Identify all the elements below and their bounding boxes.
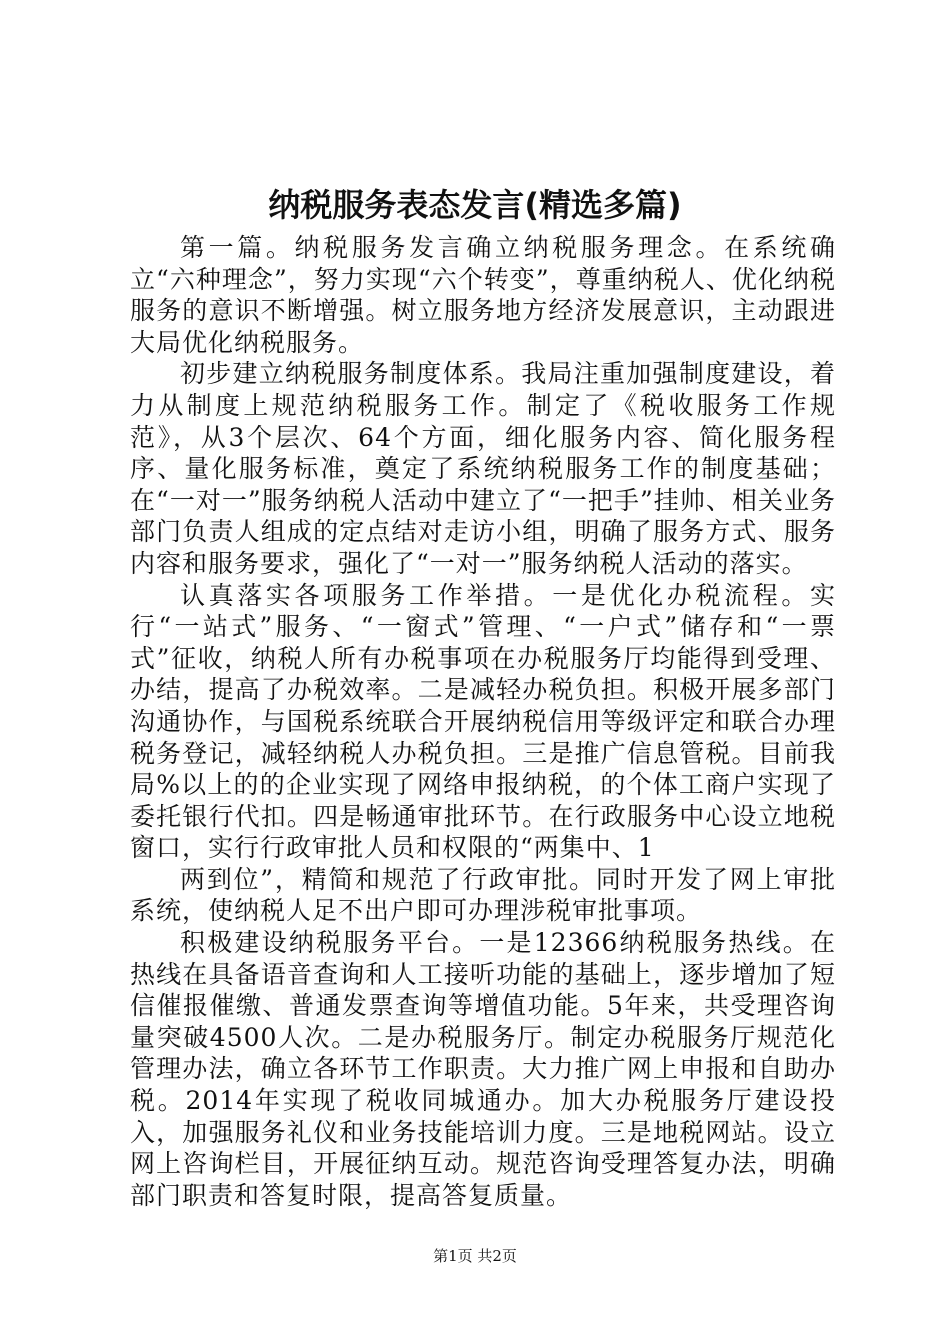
document-title: 纳税服务表态发言(精选多篇) bbox=[268, 186, 682, 224]
paragraph-1: 第一篇。纳税服务发言确立纳税服务理念。在系统确立“六种理念”，努力实现“六个转变”，尊重纳税人、优化纳税服务的意识不断增强。树立服务地方经济发展意识，主动跟进大局优化纳税服务。 bbox=[130, 233, 836, 357]
paragraph-2: 初步建立纳税服务制度体系。我局注重加强制度建设，着力从制度上规范纳税服务工作。制定了《税收服务工作规范》，从3个层次、64个方面，细化服务内容、简化服务程序、量化服务标准，奠定了系统纳税服务工作的制度基础；在“一对一”服务纳税人活动中建立了“一把手”挂帅、相关业务部门负责人组成的定点结对走访小组，明确了服务方式、服务内容和服务要求，强化了“一对一”服务纳税人活动的落实。 bbox=[130, 359, 836, 578]
document-body bbox=[130, 232, 836, 1211]
paragraph-5: 积极建设纳税服务平台。一是12366纳税服务热线。在热线在具备语音查询和人工接听功能的基础上，逐步增加了短信催报催缴、普通发票查询等增值功能。5年来，共受理咨询量突破4500人次。二是办税服务厅。制定办税服务厅规范化管理办法，确立各环节工作职责。大力推广网上申报和自助办税。2014年实现了税收同城通办。加大办税服务厅建设投入，加强服务礼仪和业务技能培训力度。三是地税网站。设立网上咨询栏目，开展征纳互动。规范咨询受理答复办法，明确部门职责和答复时限，提高答复质量。 bbox=[130, 928, 836, 1210]
page-footer: 第1页 共2页 bbox=[433, 1247, 517, 1265]
paragraph-3: 认真落实各项服务工作举措。一是优化办税流程。实行“一站式”服务、“一窗式”管理、“一户式”储存和“一票式”征收，纳税人所有办税事项在办税服务厅均能得到受理、办结，提高了办税效率。二是减轻办税负担。积极开展多部门沟通协作，与国税系统联合开展纳税信用等级评定和联合办理税务登记，减轻纳税人办税负担。三是推广信息管税。目前我局%以上的的企业实现了网络申报纳税，的个体工商户实现了委托银行代扣。四是畅通审批环节。在行政服务中心设立地税窗口，实行行政审批人员和权限的“两集中、1 bbox=[130, 580, 836, 863]
paragraph-4: 两到位”，精简和规范了行政审批。同时开发了网上审批系统，使纳税人足不出户即可办理涉税审批事项。 bbox=[130, 864, 836, 926]
